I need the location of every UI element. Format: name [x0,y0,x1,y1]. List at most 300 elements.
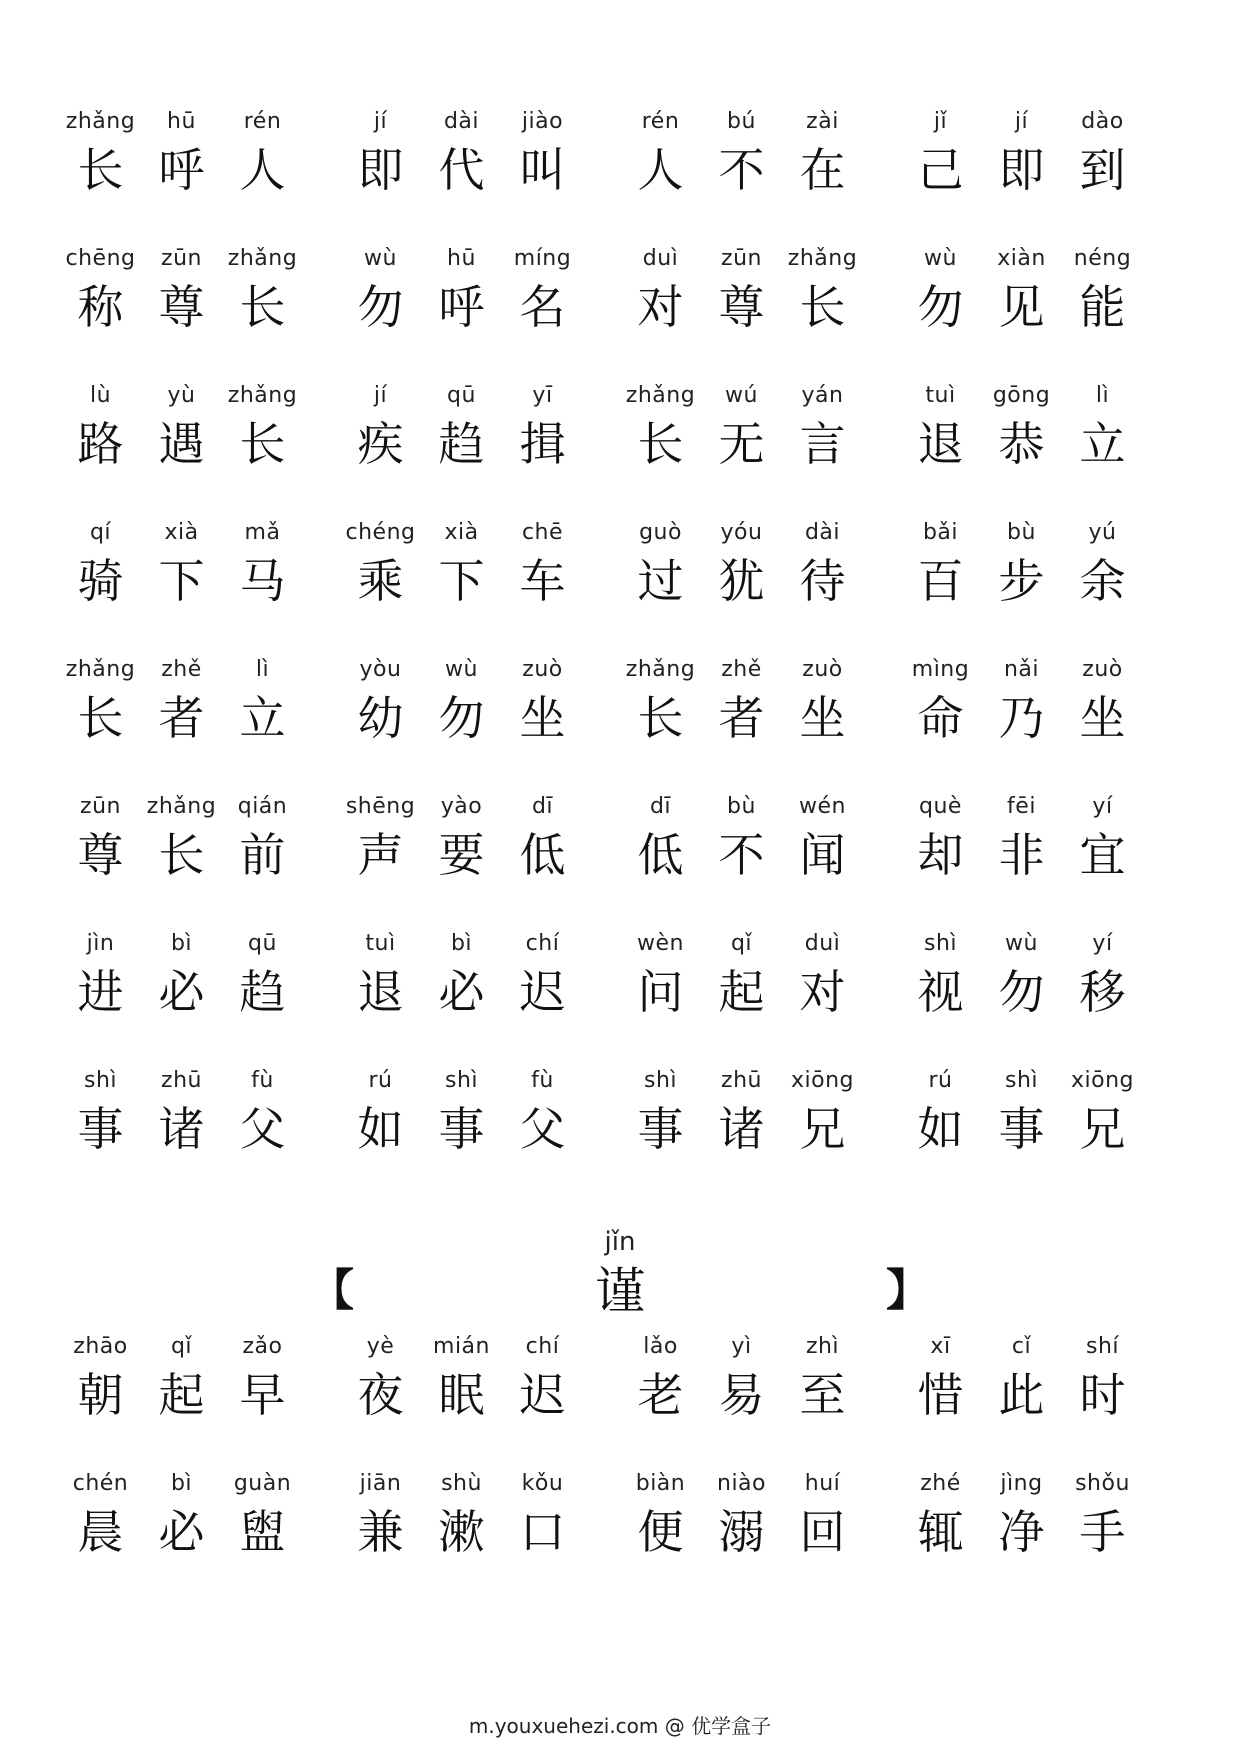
hanzi-character: 对 [637,280,684,334]
pinyin-label: xiōng [791,1068,854,1093]
pinyin-label: dài [443,109,480,134]
character-cell [1062,1330,1143,1467]
character-cell [502,653,583,790]
pinyin-label: fù [251,1068,274,1093]
hanzi-character: 坐 [519,691,566,745]
character-cell [620,379,701,516]
footer-credit: m.youxuehezi.com @ 优学盒子 [468,1714,772,1738]
pinyin-label: yòu [359,657,402,682]
character-cell [141,1467,222,1604]
hanzi-character: 称 [77,280,124,334]
hanzi-character: 不 [718,828,765,882]
character-cell [782,653,863,790]
verse-phrase [60,242,340,379]
character-cell [620,927,701,1064]
verse-phrase [340,1467,620,1604]
pinyin-label: xiōng [1071,1068,1134,1093]
hanzi-character: 事 [637,1102,684,1156]
character-cell [340,1064,421,1201]
character-cell [222,379,303,516]
hanzi-character: 惜 [917,1368,964,1422]
hanzi-character: 言 [799,417,846,471]
pinyin-label: zuò [1082,657,1123,682]
pinyin-label: wù [364,246,397,271]
pinyin-label: guàn [233,1471,292,1496]
hanzi-character: 非 [998,828,1045,882]
character-cell [981,927,1062,1064]
pinyin-label: fēi [1007,794,1036,819]
verse-phrase [340,242,620,379]
character-cell [981,1330,1062,1467]
hanzi-character: 回 [799,1505,846,1559]
character-cell [141,516,222,653]
character-cell [141,379,222,516]
pinyin-label: huí [804,1471,841,1496]
pinyin-label: chēng [65,246,136,271]
character-cell [981,1467,1062,1604]
pinyin-label: zuò [522,657,563,682]
pinyin-label: shì [83,1068,118,1093]
hanzi-character: 待 [799,554,846,608]
pinyin-label: shì [444,1068,479,1093]
pinyin-label: lǎo [643,1334,678,1359]
hanzi-character: 车 [519,554,566,608]
character-cell [222,1330,303,1467]
hanzi-character: 夜 [357,1368,404,1422]
verse-phrase [60,927,340,1064]
pinyin-label: zūn [721,246,762,271]
pinyin-label: chén [72,1471,129,1496]
character-cell [340,242,421,379]
pinyin-label: shù [441,1471,482,1496]
hanzi-character: 退 [357,965,404,1019]
pinyin-label: yù [167,383,196,408]
hanzi-character: 必 [158,1505,205,1559]
character-cell [782,242,863,379]
hanzi-character: 长 [799,280,846,334]
verse-phrase [340,790,620,927]
pinyin-label: shì [1004,1068,1039,1093]
pinyin-label: xiàn [997,246,1046,271]
character-cell [340,1467,421,1604]
pinyin-label: wén [799,794,846,819]
character-cell [900,927,981,1064]
hanzi-character: 退 [917,417,964,471]
character-cell [701,790,782,927]
pinyin-label: duì [642,246,679,271]
hanzi-character: 即 [357,143,404,197]
hanzi-character: 即 [998,143,1045,197]
pinyin-label: zhāo [73,1334,128,1359]
character-cell [421,653,502,790]
hanzi-character: 朝 [77,1368,124,1422]
hanzi-character: 事 [77,1102,124,1156]
character-cell [900,105,981,242]
pinyin-label: zhǎng [146,794,217,819]
pinyin-label: zhǎng [65,109,136,134]
verse-phrase [340,653,620,790]
character-cell [502,1330,583,1467]
verse-phrase [900,516,1180,653]
pinyin-label: jí [1014,109,1029,134]
pinyin-label: mìng [911,657,970,682]
verse-line [60,242,1180,379]
hanzi-character: 必 [438,965,485,1019]
character-cell [421,927,502,1064]
character-cell [620,653,701,790]
character-cell [222,105,303,242]
character-cell [502,927,583,1064]
hanzi-character: 命 [917,691,964,745]
pinyin-label: duì [804,931,841,956]
pinyin-label: cǐ [1011,1334,1032,1359]
hanzi-character: 尊 [77,828,124,882]
character-cell [421,790,502,927]
pinyin-label: xià [164,520,199,545]
character-cell [900,242,981,379]
character-cell [900,1330,981,1467]
verse-phrase [620,379,900,516]
pinyin-label: qū [248,931,277,956]
pinyin-label: bù [727,794,756,819]
pinyin-label: tuì [925,383,956,408]
character-cell [1062,516,1143,653]
pinyin-label: mián [433,1334,490,1359]
hanzi-character: 勿 [438,691,485,745]
verse-phrase [620,1064,900,1201]
verse-line [60,653,1180,790]
hanzi-character: 迟 [519,1368,566,1422]
character-cell [60,927,141,1064]
pinyin-label: zhǎng [625,657,696,682]
pinyin-label: lì [1095,383,1110,408]
pinyin-label: nǎi [1003,657,1040,682]
character-cell [421,516,502,653]
hanzi-character: 代 [438,143,485,197]
hanzi-character: 晨 [77,1505,124,1559]
hanzi-character: 兄 [1079,1102,1126,1156]
hanzi-character: 疾 [357,417,404,471]
verse-line [60,1064,1180,1201]
character-cell [981,105,1062,242]
character-cell [141,105,222,242]
hanzi-character: 乃 [998,691,1045,745]
character-cell [502,790,583,927]
pinyin-label: kǒu [521,1471,564,1496]
verse-phrase [340,927,620,1064]
character-cell [340,1330,421,1467]
hanzi-character: 犹 [718,554,765,608]
character-cell [701,1467,782,1604]
pinyin-label: qǐ [730,931,753,956]
verse-line [60,1467,1180,1604]
verse-line [60,790,1180,927]
verse-phrase [620,105,900,242]
hanzi-character: 声 [357,828,404,882]
pinyin-label: zūn [161,246,202,271]
pinyin-label: wù [1005,931,1038,956]
hanzi-character: 勿 [917,280,964,334]
character-cell [620,790,701,927]
pinyin-label: xià [444,520,479,545]
pinyin-label: zài [806,109,839,134]
hanzi-character: 长 [77,691,124,745]
hanzi-character: 眠 [438,1368,485,1422]
character-cell [502,379,583,516]
pinyin-label: chē [521,520,564,545]
hanzi-character: 却 [917,828,964,882]
pinyin-label: dào [1081,109,1124,134]
hanzi-character: 起 [158,1368,205,1422]
hanzi-character: 趋 [438,417,485,471]
pinyin-label: qián [237,794,288,819]
pinyin-label: jìn [86,931,115,956]
character-cell [701,927,782,1064]
hanzi-character: 呼 [438,280,485,334]
pinyin-label: shǒu [1075,1471,1130,1496]
verse-line [60,516,1180,653]
pinyin-label: chí [525,1334,560,1359]
verse-phrase [60,1064,340,1201]
pinyin-label: mǎ [244,520,281,545]
character-cell [701,516,782,653]
character-cell [222,653,303,790]
pinyin-label: jí [373,109,388,134]
verse-phrase [340,1330,620,1467]
hanzi-character: 见 [998,280,1045,334]
hanzi-character: 尊 [158,280,205,334]
pinyin-label: néng [1073,246,1132,271]
hanzi-character: 前 [239,828,286,882]
section-heading-pinyin: jǐn [604,1227,636,1257]
character-cell [701,242,782,379]
pinyin-label: lù [89,383,112,408]
verse-line [60,105,1180,242]
hanzi-character: 人 [239,143,286,197]
character-cell [60,516,141,653]
hanzi-character: 如 [917,1102,964,1156]
verse-phrase [900,790,1180,927]
pinyin-label: qǐ [170,1334,193,1359]
hanzi-character: 长 [158,828,205,882]
hanzi-character: 起 [718,965,765,1019]
character-cell [782,105,863,242]
verse-phrase [340,105,620,242]
hanzi-character: 余 [1079,554,1126,608]
character-cell [141,1064,222,1201]
character-cell [981,242,1062,379]
pinyin-label: jiào [521,109,564,134]
hanzi-character: 下 [438,554,485,608]
hanzi-character: 兄 [799,1102,846,1156]
pinyin-label: hū [167,109,196,134]
hanzi-character: 必 [158,965,205,1019]
verse-phrase [900,1467,1180,1604]
hanzi-character: 坐 [799,691,846,745]
character-cell [340,379,421,516]
hanzi-character: 要 [438,828,485,882]
hanzi-character: 迟 [519,965,566,1019]
character-cell [620,242,701,379]
character-cell [1062,242,1143,379]
verse-phrase [340,516,620,653]
hanzi-character: 诸 [718,1102,765,1156]
character-cell [60,105,141,242]
hanzi-character: 路 [77,417,124,471]
pinyin-label: zhì [805,1334,840,1359]
hanzi-character: 叫 [519,143,566,197]
pinyin-label: xī [930,1334,951,1359]
character-cell [141,242,222,379]
pinyin-label: yú [1088,520,1117,545]
character-cell [60,653,141,790]
hanzi-character: 早 [239,1368,286,1422]
pinyin-label: què [919,794,962,819]
pinyin-label: jí [373,383,388,408]
verse-line [60,1330,1180,1467]
character-cell [981,379,1062,516]
verse-phrase [900,379,1180,516]
hanzi-character: 便 [637,1505,684,1559]
verse-phrase [900,1330,1180,1467]
character-cell [620,516,701,653]
character-cell [620,105,701,242]
hanzi-character: 诸 [158,1102,205,1156]
character-cell [222,1467,303,1604]
verse-phrase [60,379,340,516]
hanzi-character: 立 [1079,417,1126,471]
character-cell [1062,790,1143,927]
pinyin-label: zhǎng [227,246,298,271]
verse-phrase [60,790,340,927]
character-cell [1062,1064,1143,1201]
hanzi-character: 父 [239,1102,286,1156]
character-cell [502,242,583,379]
hanzi-character: 长 [77,143,124,197]
pinyin-label: shì [643,1068,678,1093]
hanzi-character: 长 [637,691,684,745]
character-cell [60,790,141,927]
pinyin-label: yóu [720,520,763,545]
hanzi-character: 手 [1079,1505,1126,1559]
hanzi-character: 长 [239,417,286,471]
verse-grid-section-2 [60,1330,1180,1604]
character-cell [701,1330,782,1467]
pinyin-label: rén [243,109,282,134]
pinyin-label: qū [447,383,476,408]
pinyin-label: lì [255,657,270,682]
pinyin-label: zhū [721,1068,762,1093]
character-cell [1062,1467,1143,1604]
character-cell [340,790,421,927]
character-cell [900,1467,981,1604]
character-cell [782,516,863,653]
hanzi-character: 百 [917,554,964,608]
pinyin-label: hū [447,246,476,271]
hanzi-character: 在 [799,143,846,197]
pinyin-label: bì [170,1471,193,1496]
character-cell [141,927,222,1064]
character-cell [60,1064,141,1201]
character-cell [701,653,782,790]
character-cell [1062,105,1143,242]
verse-phrase [620,790,900,927]
verse-phrase [60,105,340,242]
hanzi-character: 易 [718,1368,765,1422]
character-cell [981,653,1062,790]
character-cell [782,790,863,927]
pinyin-label: bú [727,109,756,134]
character-cell [141,790,222,927]
pinyin-label: yí [1092,931,1113,956]
pinyin-label: shì [923,931,958,956]
hanzi-character: 己 [917,143,964,197]
hanzi-character: 长 [239,280,286,334]
pinyin-label: yī [532,383,553,408]
verse-phrase [60,653,340,790]
hanzi-character: 辄 [917,1505,964,1559]
hanzi-character: 问 [637,965,684,1019]
character-cell [782,379,863,516]
pinyin-label: zuò [802,657,843,682]
hanzi-character: 乘 [357,554,404,608]
character-cell [60,1467,141,1604]
character-cell [60,379,141,516]
character-cell [620,1467,701,1604]
character-cell [421,1330,502,1467]
character-cell [141,653,222,790]
character-cell [222,1064,303,1201]
hanzi-character: 趋 [239,965,286,1019]
hanzi-character: 盥 [239,1505,286,1559]
character-cell [900,1064,981,1201]
hanzi-character: 进 [77,965,124,1019]
pinyin-label: chéng [345,520,416,545]
hanzi-character: 揖 [519,417,566,471]
hanzi-character: 事 [998,1102,1045,1156]
verse-phrase [900,927,1180,1064]
character-cell [421,379,502,516]
hanzi-character: 视 [917,965,964,1019]
pinyin-label: guò [639,520,682,545]
pinyin-label: dī [649,794,672,819]
hanzi-character: 漱 [438,1505,485,1559]
character-cell [782,927,863,1064]
pinyin-label: zūn [80,794,121,819]
pinyin-label: zhě [721,657,762,682]
character-cell [701,379,782,516]
character-cell [502,1467,583,1604]
pinyin-label: zhǎng [65,657,136,682]
verse-phrase [340,1064,620,1201]
hanzi-character: 立 [239,691,286,745]
verse-phrase [340,379,620,516]
hanzi-character: 坐 [1079,691,1126,745]
pinyin-label: chí [525,931,560,956]
character-cell [421,242,502,379]
pinyin-label: wú [725,383,758,408]
pinyin-label: zhǎng [227,383,298,408]
hanzi-character: 人 [637,143,684,197]
verse-phrase [900,1064,1180,1201]
hanzi-character: 低 [519,828,566,882]
hanzi-character: 幼 [357,691,404,745]
hanzi-character: 下 [158,554,205,608]
hanzi-character: 宜 [1079,828,1126,882]
pinyin-label: bì [450,931,473,956]
hanzi-character: 骑 [77,554,124,608]
section-heading [300,1215,940,1325]
